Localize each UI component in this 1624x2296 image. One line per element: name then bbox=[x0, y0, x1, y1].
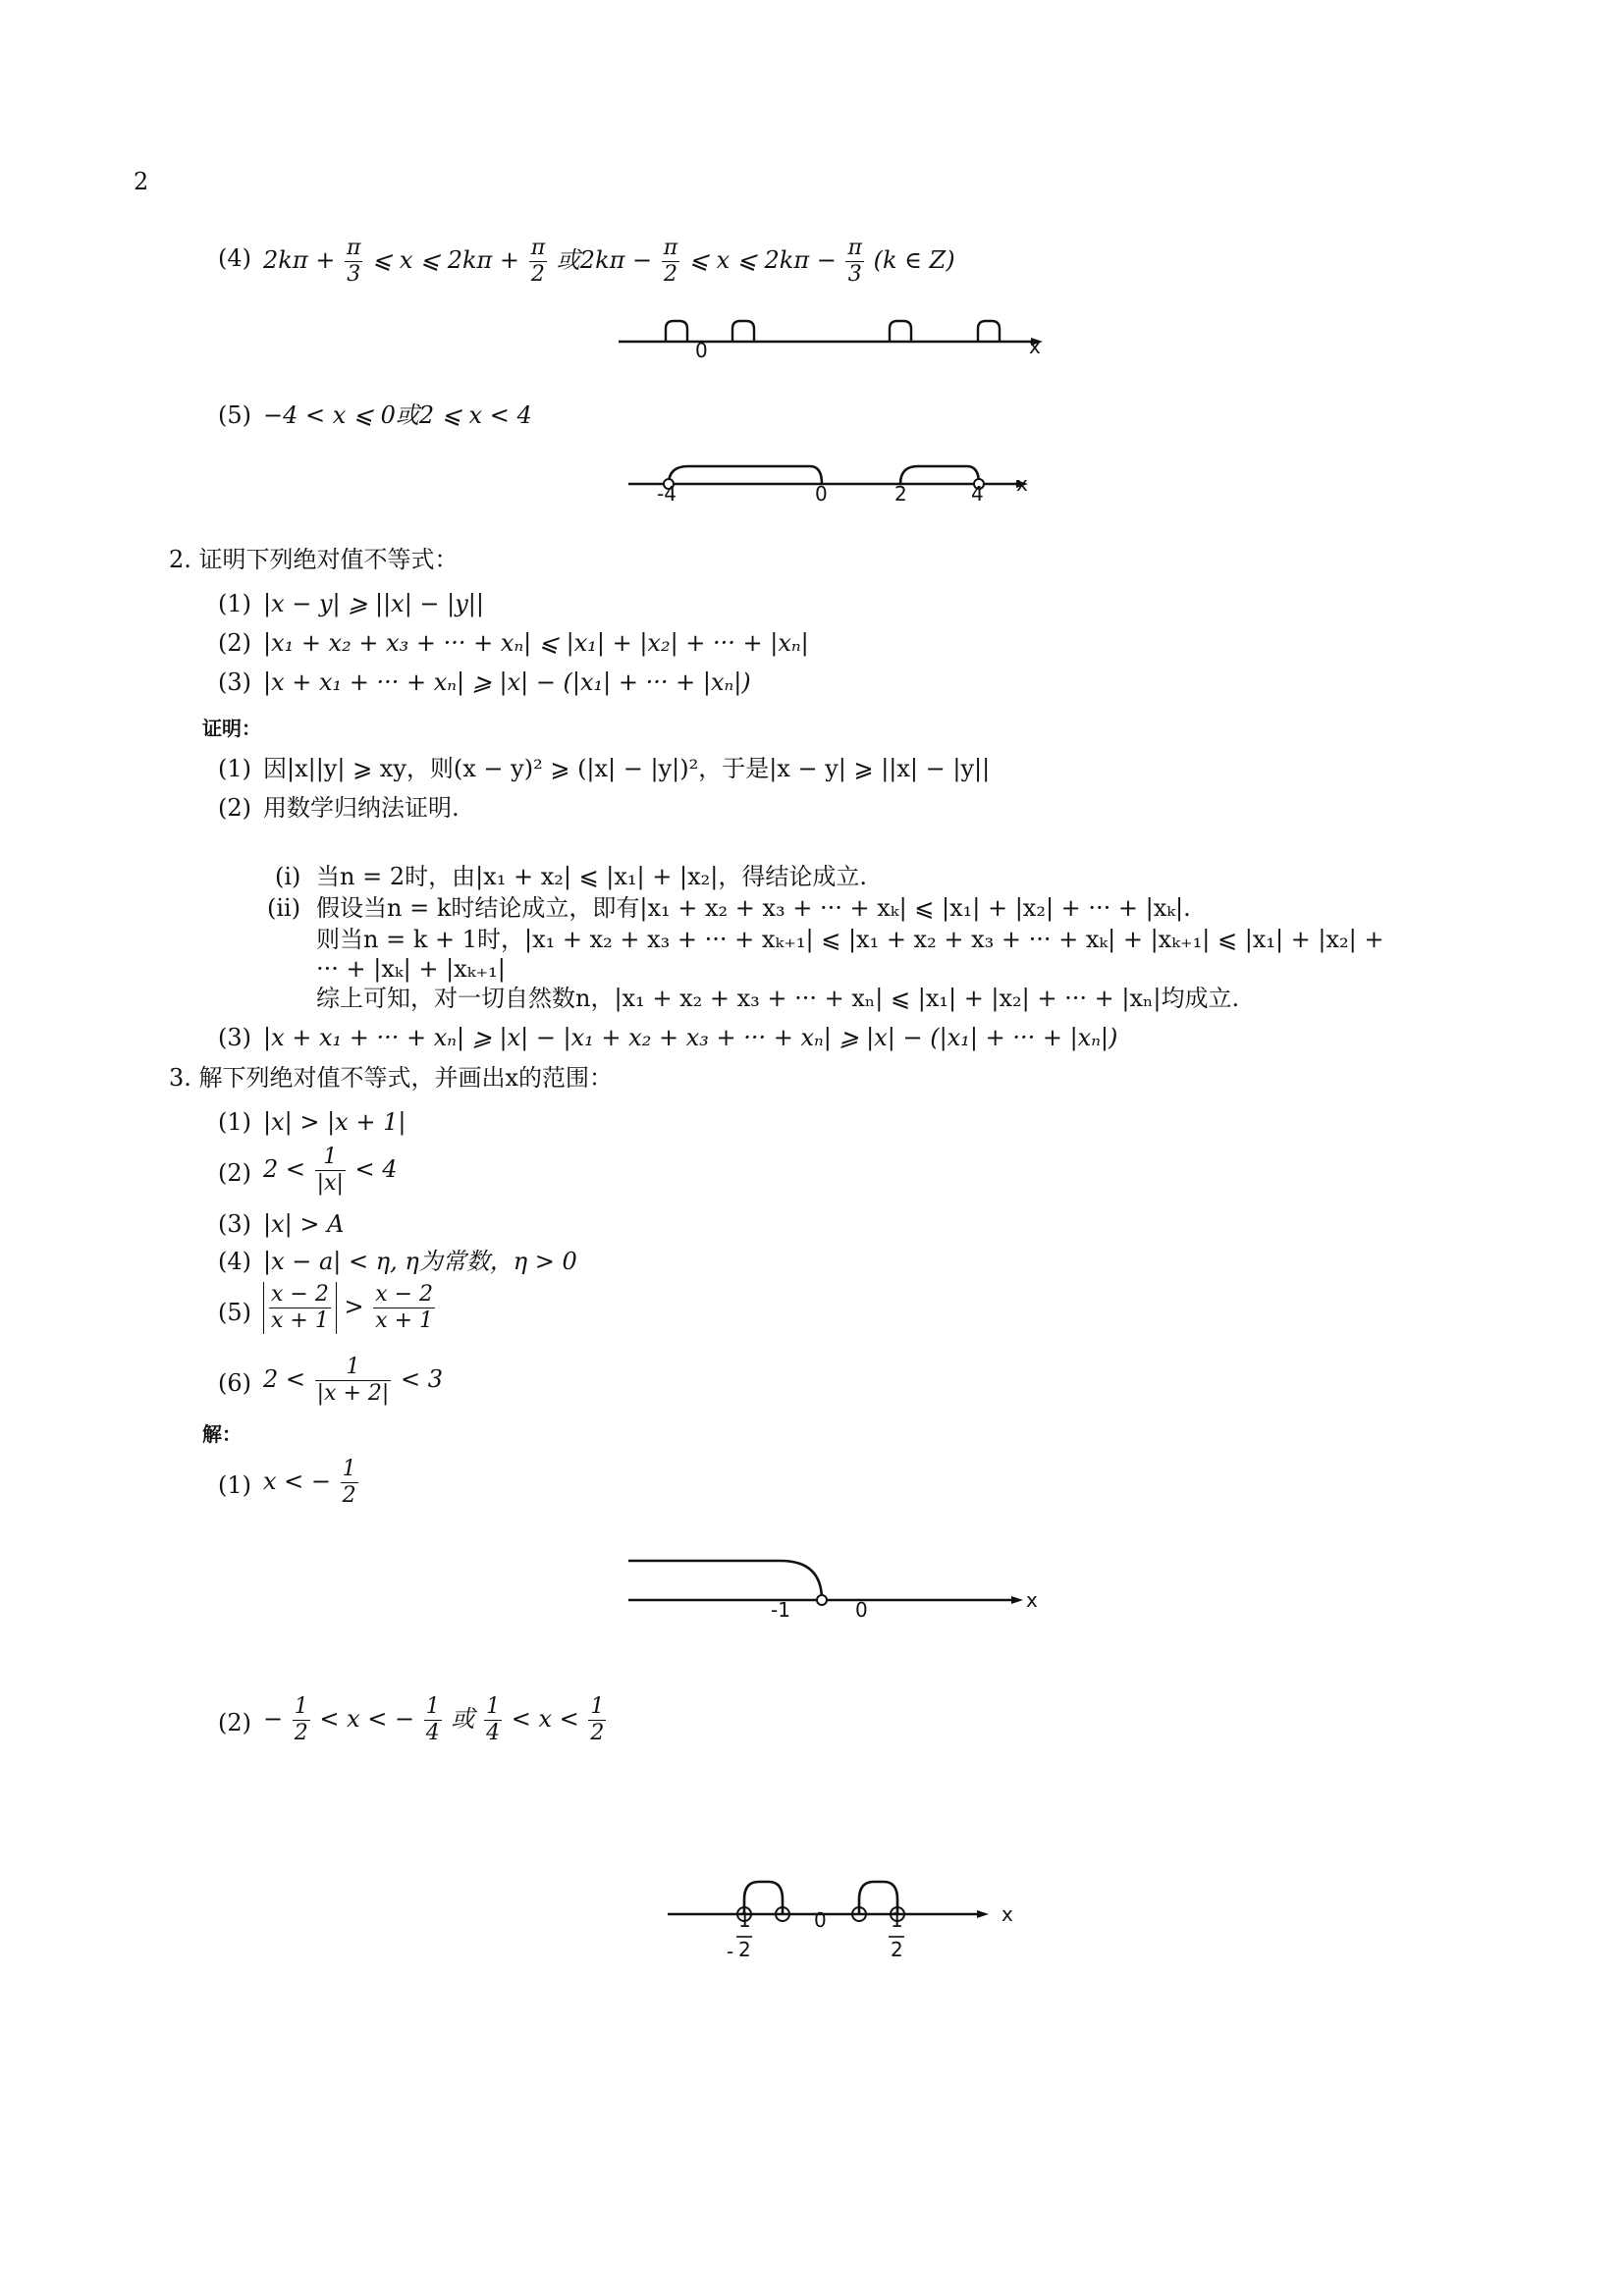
induction-conclusion: 综上可知，对一切自然数n，|x₁ + x₂ + x₃ + ··· + xₙ| ⩽ |x₁| + |x₂| + ··· + |xₙ|均成立. bbox=[316, 985, 1240, 1012]
fraction bbox=[845, 236, 863, 288]
numerator: 1 bbox=[315, 1145, 346, 1171]
tick-label-den: 2 bbox=[738, 1938, 751, 1961]
numerator: π bbox=[530, 236, 546, 260]
denominator: |x| bbox=[316, 1171, 344, 1196]
interval-arc bbox=[628, 1561, 822, 1600]
expr-part: (k ∈ Z) bbox=[873, 246, 955, 274]
item-label: (1) bbox=[218, 755, 251, 782]
denominator: |x + 2| bbox=[316, 1381, 390, 1406]
item-label: (4) bbox=[218, 244, 251, 272]
item-label: (3) bbox=[218, 1024, 251, 1051]
denominator: 3 bbox=[847, 262, 862, 287]
item-label: (5) bbox=[218, 1299, 251, 1326]
item-label: (3) bbox=[218, 668, 251, 696]
item-label: (2) bbox=[218, 1159, 251, 1187]
numerator: π bbox=[346, 236, 361, 260]
tick-label-minus: - bbox=[727, 1940, 734, 1963]
inequality bbox=[263, 1282, 437, 1334]
numerator: 1 bbox=[425, 1694, 440, 1719]
proof-step: 用数学归纳法证明. bbox=[263, 794, 460, 822]
open-point bbox=[817, 1595, 827, 1605]
inequality: |x − a| < η, η为常数，η > 0 bbox=[263, 1248, 577, 1275]
fraction bbox=[341, 1457, 358, 1509]
absolute-value bbox=[263, 1282, 337, 1334]
fraction bbox=[484, 1694, 502, 1746]
numerator: 1 bbox=[315, 1355, 392, 1381]
axis-label: x bbox=[1029, 335, 1041, 358]
denominator: 2 bbox=[294, 1721, 308, 1745]
fraction bbox=[345, 236, 362, 288]
induction-hypothesis: 假设当n = k时结论成立，即有|x₁ + x₂ + x₃ + ··· + xₖ| ⩽ |x₁| + |x₂| + ··· + |xₖ|. bbox=[316, 894, 1191, 922]
numerator: π bbox=[663, 236, 678, 260]
page-number: 2 bbox=[134, 168, 149, 195]
tick-label: 0 bbox=[815, 482, 828, 506]
expr-part: < 3 bbox=[400, 1365, 443, 1393]
tick-label: -4 bbox=[657, 482, 677, 506]
expr-part: x < − bbox=[263, 1468, 332, 1495]
tick-label: -1 bbox=[771, 1598, 790, 1622]
axis-arrow bbox=[1011, 1596, 1023, 1604]
item-label: (1) bbox=[218, 590, 251, 617]
interval-arc bbox=[732, 321, 754, 342]
numerator: 1 bbox=[294, 1694, 308, 1719]
denominator: 2 bbox=[590, 1721, 605, 1745]
numerator: 1 bbox=[342, 1457, 356, 1481]
item-label: (6) bbox=[218, 1369, 251, 1397]
expr-part: ⩽ x ⩽ 2kπ + bbox=[372, 246, 520, 274]
fraction bbox=[293, 1694, 310, 1746]
numerator: π bbox=[847, 236, 862, 260]
denominator: 2 bbox=[530, 262, 545, 287]
induction-base: 当n = 2时，由|x₁ + x₂| ⩽ |x₁| + |x₂|，得结论成立. bbox=[316, 863, 867, 890]
item-label: (1) bbox=[218, 1108, 251, 1136]
sub-label: (i) bbox=[275, 863, 301, 890]
number-line-sol-2 bbox=[663, 1860, 1036, 1978]
axis-label: x bbox=[1026, 1588, 1038, 1612]
tick-label-num: 1 bbox=[891, 1908, 903, 1932]
numerator: 1 bbox=[486, 1694, 501, 1719]
fraction bbox=[588, 1694, 606, 1746]
number-line-4 bbox=[609, 309, 1051, 362]
expr-part: 2 < bbox=[263, 1365, 306, 1393]
denominator: 2 bbox=[664, 262, 677, 287]
proof-step: |x + x₁ + ··· + xₙ| ⩾ |x| − |x₁ + x₂ + x₃ + ··· + xₙ| ⩾ |x| − (|x₁| + ··· + |xₙ|) bbox=[263, 1024, 1118, 1051]
fraction bbox=[424, 1694, 442, 1746]
number-line-sol-1 bbox=[623, 1546, 1056, 1620]
inequality: |x| > A bbox=[263, 1210, 345, 1238]
expr-part: 或 bbox=[451, 1705, 475, 1733]
interval-arc bbox=[669, 466, 822, 484]
item-label: (5) bbox=[218, 401, 251, 429]
inequality-4 bbox=[263, 236, 955, 288]
axis-label: x bbox=[1016, 472, 1028, 496]
numerator: 1 bbox=[590, 1694, 605, 1719]
fraction bbox=[269, 1282, 331, 1334]
expr-part: < 4 bbox=[354, 1155, 398, 1183]
question-2-title: 2. 证明下列绝对值不等式： bbox=[169, 546, 459, 573]
fraction bbox=[315, 1355, 392, 1407]
proof-label: 证明： bbox=[202, 717, 261, 740]
tick-label-num: 1 bbox=[738, 1908, 751, 1932]
inequality-5: −4 < x ⩽ 0或2 ⩽ x < 4 bbox=[263, 401, 532, 429]
item-label: (4) bbox=[218, 1248, 251, 1275]
tick-label-den: 2 bbox=[891, 1938, 903, 1961]
numerator: x − 2 bbox=[271, 1282, 329, 1307]
solution bbox=[263, 1457, 360, 1509]
proof-step: 因|x||y| ⩾ xy，则(x − y)² ⩾ (|x| − |y|)²，于是|x − y| ⩾ ||x| − |y|| bbox=[263, 755, 991, 782]
induction-step-cont: ··· + |xₖ| + |xₖ₊₁| bbox=[316, 955, 506, 983]
interval-arc bbox=[890, 321, 911, 342]
denominator: 4 bbox=[425, 1721, 440, 1745]
question-3-title: 3. 解下列绝对值不等式，并画出x的范围： bbox=[169, 1064, 614, 1092]
tick-label-zero: 0 bbox=[695, 339, 708, 362]
item-label: (3) bbox=[218, 1210, 251, 1238]
item-label: (2) bbox=[218, 629, 251, 657]
expr-part: 2 < bbox=[263, 1155, 306, 1183]
denominator: x + 1 bbox=[375, 1308, 434, 1333]
expr-part: > bbox=[344, 1293, 364, 1320]
statement: |x₁ + x₂ + x₃ + ··· + xₙ| ⩽ |x₁| + |x₂| + ··· + |xₙ| bbox=[263, 629, 809, 657]
denominator: 4 bbox=[486, 1721, 501, 1745]
tick-label: 2 bbox=[894, 482, 907, 506]
number-line-5 bbox=[623, 456, 1046, 515]
numerator: x − 2 bbox=[375, 1282, 434, 1307]
statement: |x − y| ⩾ ||x| − |y|| bbox=[263, 590, 484, 617]
statement: |x + x₁ + ··· + xₙ| ⩾ |x| − (|x₁| + ··· + |xₙ|) bbox=[263, 668, 751, 696]
sub-label: (ii) bbox=[267, 894, 301, 922]
expr-part: − bbox=[263, 1705, 284, 1733]
denominator: 3 bbox=[347, 262, 361, 287]
tick-label-zero: 0 bbox=[814, 1908, 827, 1932]
tick-label: 4 bbox=[971, 482, 984, 506]
fraction bbox=[315, 1145, 346, 1197]
inequality bbox=[263, 1355, 443, 1407]
item-label: (2) bbox=[218, 1709, 251, 1736]
expr-part: 或2kπ − bbox=[556, 246, 653, 274]
expr-part: ⩽ x ⩽ 2kπ − bbox=[688, 246, 837, 274]
fraction bbox=[529, 236, 547, 288]
solution bbox=[263, 1694, 608, 1746]
axis-arrow bbox=[977, 1910, 989, 1918]
interval-arc bbox=[900, 466, 979, 484]
inequality bbox=[263, 1145, 398, 1197]
expr-part: < x < bbox=[511, 1705, 579, 1733]
induction-step: 则当n = k + 1时，|x₁ + x₂ + x₃ + ··· + xₖ₊₁| ⩽ |x₁ + x₂ + x₃ + ··· + xₖ| + |xₖ₊₁| ⩽ |x₁| + |x₂| + bbox=[316, 926, 1384, 953]
inequality: |x| > |x + 1| bbox=[263, 1108, 406, 1136]
item-label: (2) bbox=[218, 794, 251, 822]
expr-part: 2kπ + bbox=[263, 246, 336, 274]
interval-arc bbox=[666, 321, 687, 342]
axis-label: x bbox=[1001, 1902, 1013, 1926]
denominator: x + 1 bbox=[271, 1308, 329, 1333]
interval-arc bbox=[978, 321, 1000, 342]
solution-label: 解： bbox=[202, 1422, 242, 1446]
denominator: 2 bbox=[342, 1483, 356, 1508]
fraction bbox=[373, 1282, 435, 1334]
fraction bbox=[662, 236, 679, 288]
tick-label-zero: 0 bbox=[855, 1598, 868, 1622]
expr-part: < x < − bbox=[319, 1705, 415, 1733]
item-label: (1) bbox=[218, 1471, 251, 1499]
